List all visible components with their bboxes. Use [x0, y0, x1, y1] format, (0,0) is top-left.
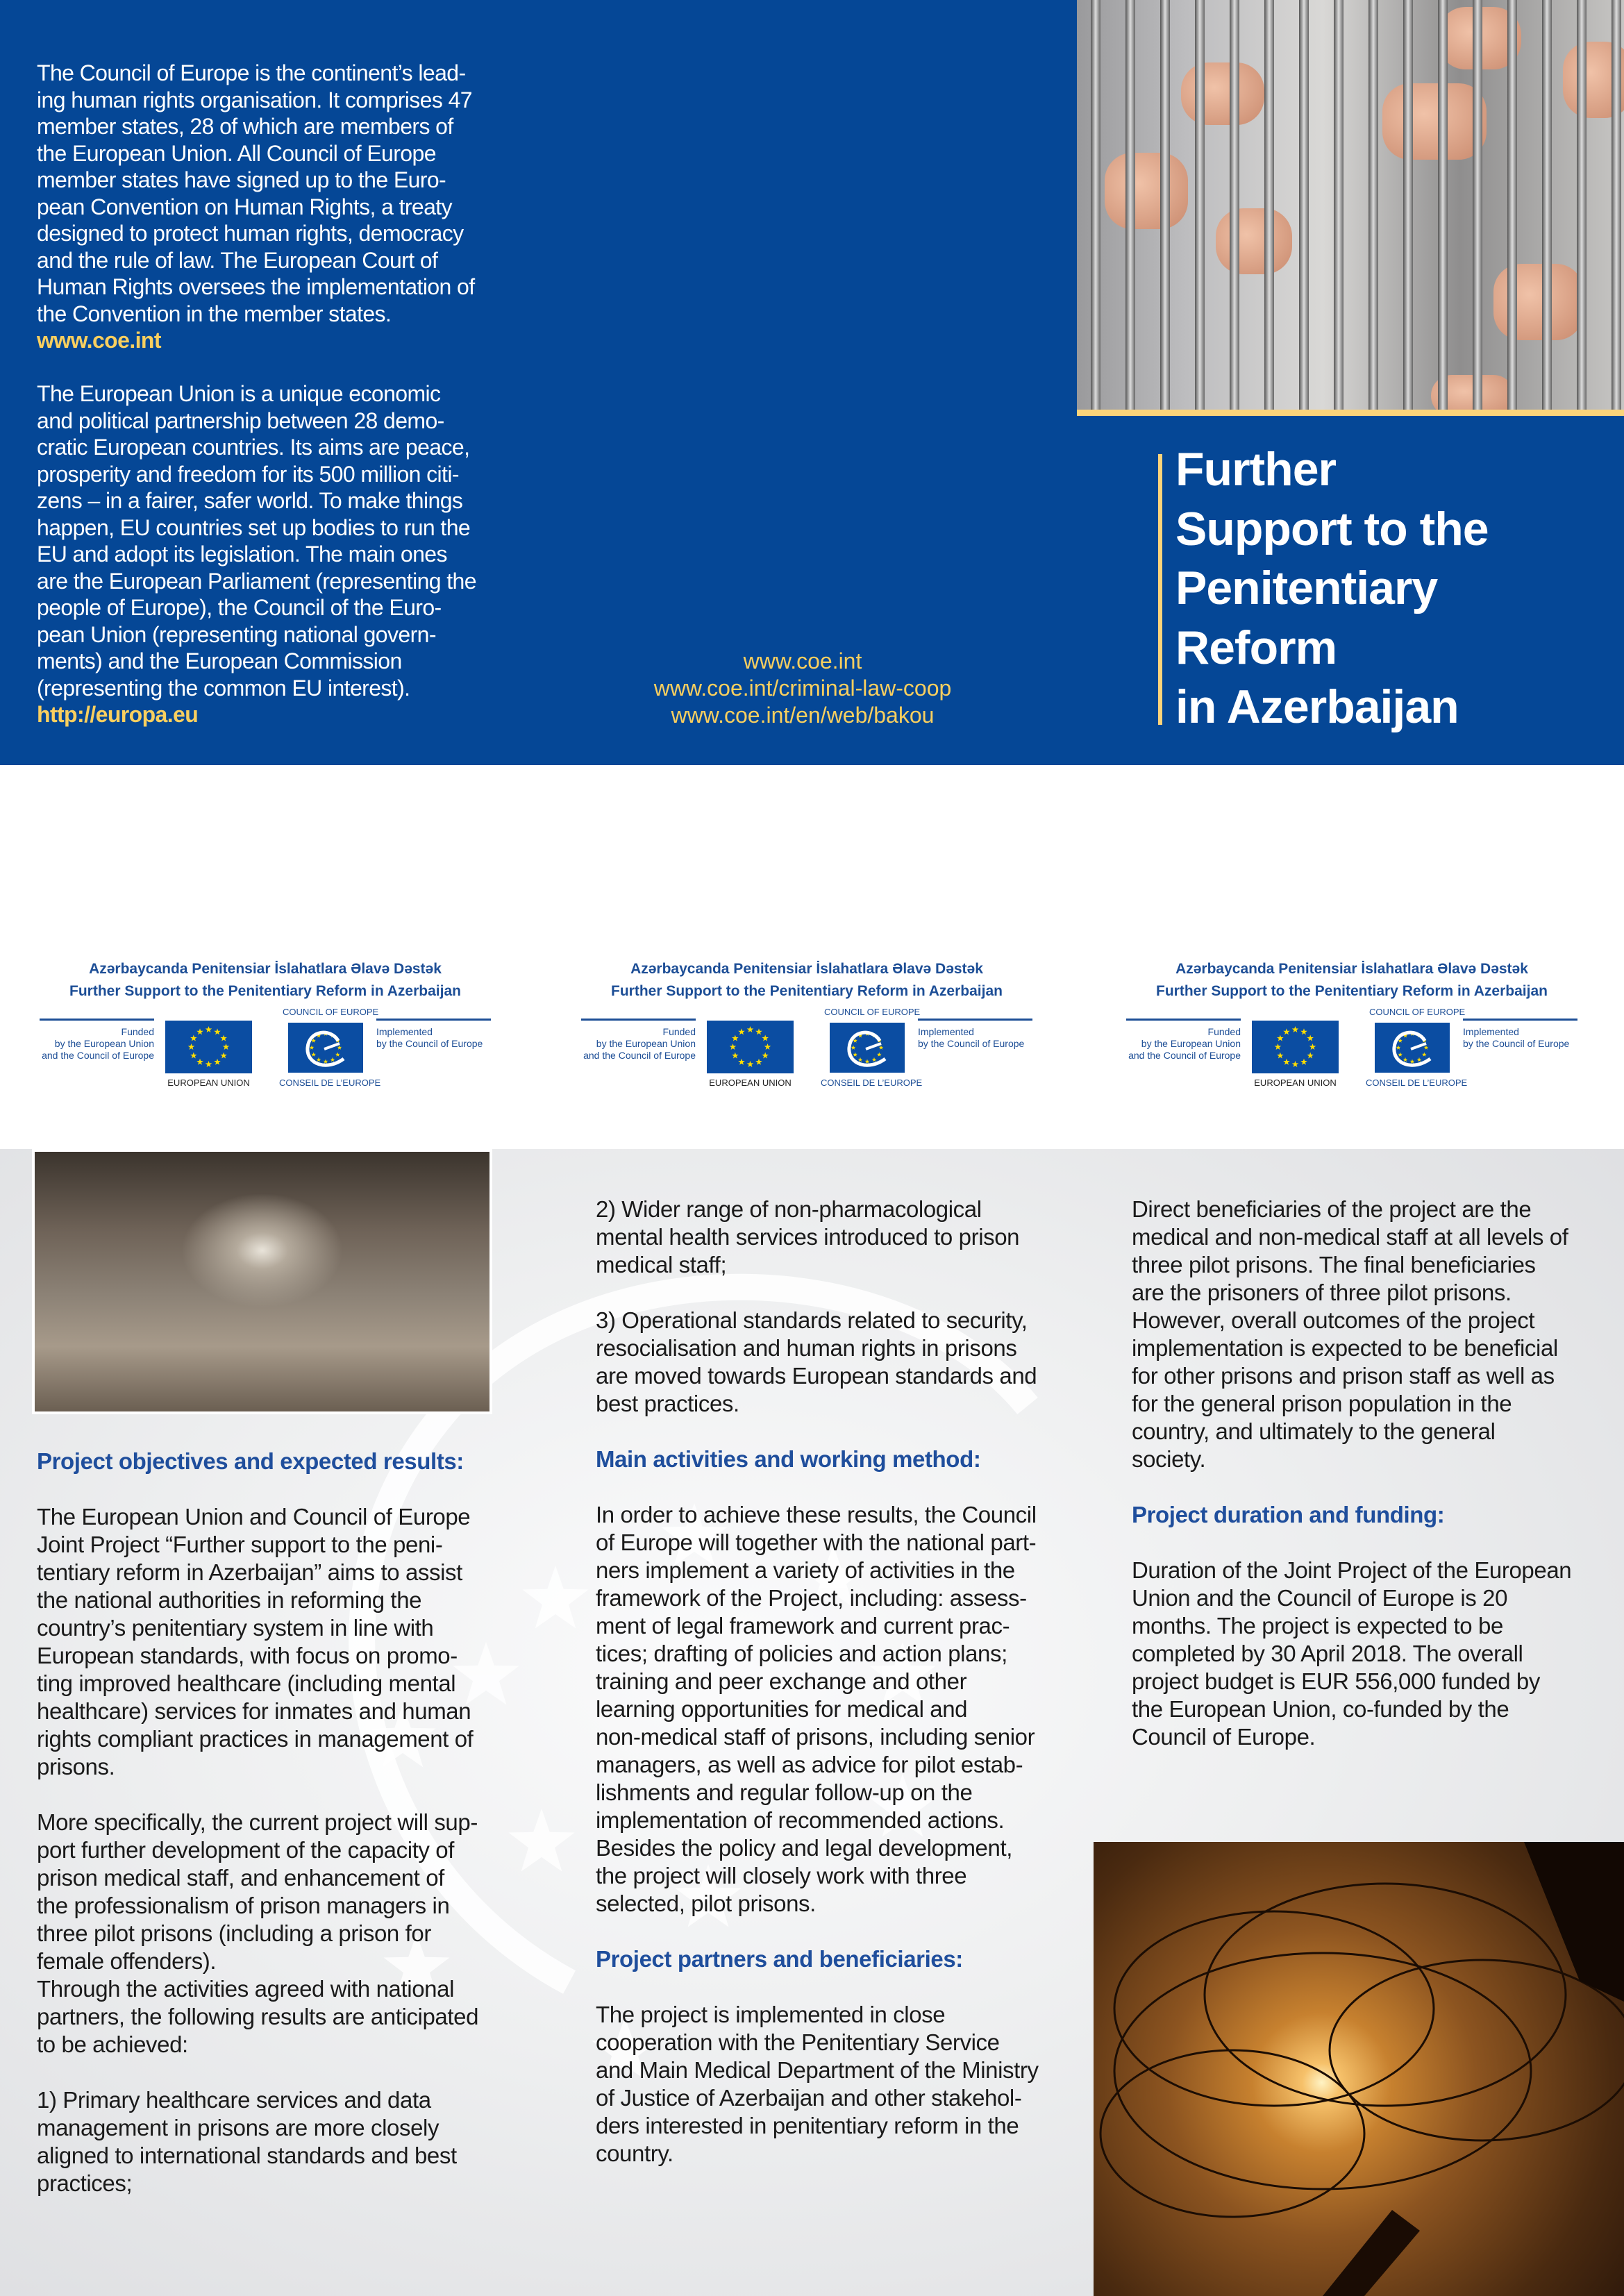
text-line: mental health services introduced to prison	[596, 1224, 1020, 1250]
prison-bar	[1091, 0, 1100, 410]
eu-flag-logo	[165, 1021, 252, 1073]
text-line: are the European Parliament (representing the	[37, 568, 476, 594]
spacer	[596, 1279, 1096, 1307]
text-line: ment of legal framework and current prac-	[596, 1613, 1010, 1639]
text-line: Union and the Council of Europe is 20	[1132, 1585, 1508, 1611]
text-line: cratic European countries. Its aims are peace,	[37, 435, 470, 460]
text-line: framework of the Project, including: assess-	[596, 1585, 1027, 1611]
prison-bar	[1507, 0, 1517, 410]
url-list	[611, 648, 994, 729]
text-line: resocialisation and human rights in prisons	[596, 1335, 1017, 1361]
text-line: training and peer exchange and other	[596, 1668, 967, 1694]
prison-bars-hands-photo	[1077, 0, 1624, 410]
cover-title	[1175, 440, 1489, 737]
text-line: of Europe will together with the national part-	[596, 1530, 1037, 1555]
star-icon	[877, 1053, 882, 1057]
section-heading: Project partners and beneficiaries:	[596, 1946, 963, 1972]
section-heading: Project duration and funding:	[1132, 1502, 1445, 1527]
text-line: Funded	[121, 1026, 154, 1037]
star-icon	[1417, 1057, 1422, 1062]
text-line: practices;	[37, 2170, 133, 2196]
star-icon	[310, 1046, 315, 1050]
text-line: ments) and the European Commission	[37, 648, 402, 673]
text-line: ners implement a variety of activities in the	[596, 1557, 1015, 1583]
text-line: implementation of recommended actions.	[596, 1807, 1005, 1833]
star-icon	[1398, 1053, 1403, 1057]
title-line: Further	[1175, 443, 1336, 496]
text-line: port further development of the capacity of	[37, 1837, 454, 1863]
star-icon	[1307, 1035, 1314, 1041]
star-icon	[214, 1028, 221, 1034]
text-line: for other prisons and prison staff as well as	[1132, 1363, 1555, 1389]
text-line: Funded	[1207, 1026, 1241, 1037]
text-line: The European Union and Council of Europe	[37, 1504, 471, 1530]
star-icon	[206, 1026, 212, 1032]
star-icon	[764, 1044, 771, 1050]
logo-strip	[40, 951, 491, 1097]
star-icon	[1396, 1046, 1401, 1050]
text-line: pean Union (representing national govern-	[37, 621, 436, 647]
text-line: Funded	[662, 1026, 696, 1037]
coe-label-french: CONSEIL DE L’EUROPE	[279, 1078, 381, 1088]
text-line: by the European Union	[54, 1038, 154, 1049]
funded-by-text	[42, 1026, 154, 1062]
text-line: Direct beneficiaries of the project are the	[1132, 1196, 1532, 1222]
text-line: non-medical staff of prisons, including senior	[596, 1724, 1035, 1750]
text-line: 2) Wider range of non-pharmacological	[596, 1196, 982, 1222]
text-line: zens – in a fairer, safer world. To make things	[37, 488, 463, 513]
spacer	[596, 1918, 1096, 1945]
text-line: the professionalism of prison managers in	[37, 1893, 450, 1918]
spacer	[37, 2059, 537, 2086]
divider	[40, 1019, 154, 1021]
text-line: to be achieved:	[37, 2031, 188, 2057]
text-line: three pilot prisons. The final beneficiaries	[1132, 1252, 1536, 1277]
star-icon	[879, 1046, 884, 1050]
prison-bar	[1299, 0, 1309, 410]
text-line: the European Union. All Council of Europe	[37, 140, 436, 166]
text-line: The Council of Europe is the continent’s lead-	[37, 60, 466, 85]
text-line: months. The project is expected to be	[1132, 1613, 1503, 1639]
spacer	[596, 1973, 1096, 2001]
logo-strip	[581, 951, 1032, 1097]
text-line: the European Union, co-funded by the	[1132, 1696, 1509, 1722]
star-icon	[853, 1053, 857, 1057]
text-line: aligned to international standards and best	[37, 2143, 457, 2168]
prison-bar	[1577, 0, 1587, 410]
prison-bar	[1334, 0, 1343, 410]
text-line: by the Council of Europe	[376, 1038, 483, 1049]
text-line: lishments and regular follow-up on the	[596, 1779, 973, 1805]
text-line: happen, EU countries set up bodies to run the	[37, 514, 471, 540]
text-line: cooperation with the Penitentiary Service	[596, 2029, 1000, 2055]
project-title-azerbaijani: Azərbaycanda Penitensiar İslahatlara Əlavə Dəstək	[89, 961, 442, 977]
star-icon	[1309, 1044, 1316, 1050]
text-line: Human Rights oversees the implementation of	[37, 274, 475, 299]
star-icon	[335, 1053, 340, 1057]
section-heading: Project objectives and expected results:	[37, 1448, 464, 1474]
spacer	[37, 354, 509, 381]
text-line: the project will closely work with three	[596, 1863, 967, 1888]
text-line: country.	[596, 2140, 673, 2166]
star-icon	[755, 1028, 762, 1034]
text-line: rights compliant practices in management of	[37, 1726, 474, 1752]
spacer	[37, 1781, 537, 1809]
text-line: medical and non-medical staff at all levels of	[1132, 1224, 1568, 1250]
spacer	[1132, 1529, 1624, 1557]
funded-by-text	[583, 1026, 696, 1062]
title-line: in Azerbaijan	[1175, 680, 1459, 733]
section-heading: Main activities and working method:	[596, 1446, 981, 1472]
text-line: Duration of the Joint Project of the European	[1132, 1557, 1572, 1583]
prison-bar	[1473, 0, 1482, 410]
text-line: management in prisons are more closely	[37, 2115, 440, 2140]
text-line: prison medical staff, and enhancement of	[37, 1865, 444, 1891]
star-icon	[1292, 1061, 1299, 1067]
text-line: EU and adopt its legislation. The main ones	[37, 542, 447, 567]
hand-shape	[1382, 83, 1487, 160]
url-link[interactable]: www.coe.int/criminal-law-coop	[653, 676, 952, 701]
text-line: by the Council of Europe	[918, 1038, 1025, 1049]
star-icon	[214, 1059, 221, 1065]
url-link[interactable]: www.coe.int/en/web/bakou	[671, 703, 935, 728]
text-line: European standards, with focus on promo-	[37, 1643, 458, 1668]
text-line: medical staff;	[596, 1252, 727, 1277]
url-link[interactable]: www.coe.int	[743, 648, 862, 673]
europa-website-link[interactable]: http://europa.eu	[37, 702, 199, 727]
star-icon	[1422, 1053, 1427, 1057]
text-line: and the Council of Europe	[42, 1050, 154, 1061]
title-line: Support to the	[1175, 502, 1489, 555]
coe-website-link[interactable]: www.coe.int	[37, 328, 161, 353]
star-icon	[220, 1035, 227, 1041]
column-3	[1132, 1196, 1624, 1751]
prison-bar	[1438, 0, 1448, 410]
text-line: completed by 30 April 2018. The overall	[1132, 1641, 1523, 1666]
star-icon	[223, 1044, 230, 1050]
divider	[918, 1019, 1032, 1021]
text-line: More specifically, the current project will sup-	[37, 1809, 478, 1835]
star-icon	[330, 1057, 335, 1062]
star-icon	[732, 1035, 739, 1041]
prison-bar	[1368, 0, 1378, 410]
text-line: designed to protect human rights, democracy	[37, 221, 464, 246]
star-icon	[738, 1028, 745, 1034]
text-line: and the rule of law. The European Court of	[37, 247, 438, 273]
star-icon	[762, 1053, 769, 1059]
text-line: by the European Union	[596, 1038, 696, 1049]
hand-shape	[1105, 153, 1188, 229]
star-icon	[730, 1044, 737, 1050]
column-1	[37, 1448, 537, 2197]
accent-divider	[1077, 410, 1624, 416]
project-title-azerbaijani: Azərbaycanda Penitensiar İslahatlara Əlavə Dəstək	[1175, 961, 1528, 977]
implemented-by-text	[918, 1026, 1024, 1050]
star-icon	[188, 1044, 195, 1050]
spacer	[1132, 1473, 1624, 1501]
intro-text	[37, 60, 509, 728]
text-line: ting improved healthcare (including mental	[37, 1670, 456, 1696]
divider	[1463, 1019, 1577, 1021]
text-line: are the prisoners of three pilot prisons.	[1132, 1280, 1512, 1305]
star-icon	[1277, 1053, 1284, 1059]
text-line: the national authorities in reforming the	[37, 1587, 422, 1613]
text-line: member states have signed up to the Euro-	[37, 167, 446, 192]
text-line: best practices.	[596, 1391, 739, 1416]
text-line: Implemented	[1463, 1026, 1519, 1037]
text-line: prosperity and freedom for its 500 million citi-	[37, 461, 459, 487]
barbed-wire-graphic	[1094, 1842, 1624, 2296]
text-line: country’s penitentiary system in line with	[37, 1615, 434, 1641]
star-icon	[1283, 1028, 1290, 1034]
text-line: implementation is expected to be beneficial	[1132, 1335, 1558, 1361]
text-line: 1) Primary healthcare services and data	[37, 2087, 431, 2113]
star-icon	[196, 1028, 203, 1034]
text-line: The European Union is a unique economic	[37, 381, 441, 406]
star-icon	[196, 1059, 203, 1065]
star-icon	[1277, 1035, 1284, 1041]
logo-strip	[1126, 951, 1577, 1097]
prison-bar	[1264, 0, 1274, 410]
text-line: member states, 28 of which are members of	[37, 114, 453, 139]
star-icon	[1307, 1053, 1314, 1059]
text-line: partners, the following results are anticipated	[37, 2004, 479, 2029]
text-line: of Justice of Azerbaijan and other stakehol-	[596, 2085, 1022, 2111]
text-line: by the Council of Europe	[1463, 1038, 1570, 1049]
text-line: by the European Union	[1141, 1038, 1241, 1049]
text-line: (representing the common EU interest).	[37, 675, 410, 701]
star-icon	[1283, 1059, 1290, 1065]
council-of-europe-logo	[288, 1023, 363, 1073]
title-accent-bar	[1158, 454, 1162, 725]
implemented-by-text	[1463, 1026, 1569, 1050]
star-icon	[858, 1057, 863, 1062]
text-line: tentiary reform in Azerbaijan” aims to assist	[37, 1559, 462, 1585]
spacer	[37, 1475, 537, 1503]
text-line: the Convention in the member states.	[37, 301, 392, 326]
star-icon	[865, 1059, 870, 1064]
coe-label: COUNCIL OF EUROPE	[1369, 1007, 1466, 1017]
star-icon	[732, 1053, 739, 1059]
hand-shape	[1216, 208, 1292, 274]
star-icon	[190, 1053, 197, 1059]
prison-bar	[1403, 0, 1413, 410]
implemented-by-text	[376, 1026, 483, 1050]
text-line: prisons.	[37, 1754, 115, 1779]
text-line: Council of Europe.	[1132, 1724, 1316, 1750]
text-line: and Main Medical Department of the Ministry	[596, 2057, 1039, 2083]
star-icon	[317, 1057, 321, 1062]
hand-shape	[1181, 62, 1264, 125]
barbed-wire-sunset-photo	[1094, 1842, 1624, 2296]
star-icon	[206, 1061, 212, 1067]
divider	[376, 1019, 491, 1021]
star-icon	[755, 1059, 762, 1065]
text-line: healthcare) services for inmates and human	[37, 1698, 471, 1724]
star-icon	[747, 1061, 754, 1067]
text-line: selected, pilot prisons.	[596, 1891, 816, 1916]
text-line: However, overall outcomes of the project	[1132, 1307, 1535, 1333]
text-line: society.	[1132, 1446, 1206, 1472]
star-icon	[337, 1046, 342, 1050]
spacer	[596, 1473, 1096, 1501]
text-line: pean Convention on Human Rights, a treaty	[37, 194, 452, 219]
prison-bar	[1195, 0, 1205, 410]
text-line: and political partnership between 28 demo-	[37, 408, 444, 433]
prison-bar	[1230, 0, 1239, 410]
text-line: project budget is EUR 556,000 funded by	[1132, 1668, 1540, 1694]
star-icon	[190, 1035, 197, 1041]
coe-label-french: CONSEIL DE L’EUROPE	[821, 1078, 923, 1088]
funded-by-text	[1128, 1026, 1241, 1062]
text-line: tices; drafting of policies and action plans;	[596, 1641, 1007, 1666]
text-line: learning opportunities for medical and	[596, 1696, 968, 1722]
council-of-europe-logo	[830, 1023, 905, 1073]
spacer	[596, 1418, 1096, 1446]
eu-label: EUROPEAN UNION	[167, 1078, 250, 1088]
star-icon	[1292, 1026, 1299, 1032]
text-line: three pilot prisons (including a prison for	[37, 1920, 431, 1946]
column-2	[596, 1196, 1096, 2168]
project-title-english: Further Support to the Penitentiary Reform in Azerbaijan	[69, 983, 461, 999]
star-icon	[311, 1053, 316, 1057]
eu-label: EUROPEAN UNION	[1254, 1078, 1337, 1088]
text-line: managers, as well as advice for pilot estab-	[596, 1752, 1023, 1777]
star-icon	[1403, 1057, 1408, 1062]
eu-flag-logo	[1252, 1021, 1339, 1073]
eu-label: EUROPEAN UNION	[709, 1078, 792, 1088]
text-line: are moved towards European standards and	[596, 1363, 1037, 1389]
text-line: Implemented	[376, 1026, 433, 1037]
divider	[581, 1019, 696, 1021]
prison-bar	[1542, 0, 1552, 410]
text-line: people of Europe), the Council of the Euro-	[37, 595, 442, 620]
prison-bar	[1612, 0, 1621, 410]
text-line: ders interested in penitentiary reform in the	[596, 2113, 1019, 2138]
project-title-english: Further Support to the Penitentiary Reform in Azerbaijan	[611, 983, 1003, 999]
star-icon	[1424, 1046, 1429, 1050]
text-line: and the Council of Europe	[1128, 1050, 1241, 1061]
coe-label: COUNCIL OF EUROPE	[283, 1007, 379, 1017]
text-line: ing human rights organisation. It comprises 47	[37, 87, 472, 112]
eu-flag-logo	[707, 1021, 794, 1073]
text-line: for the general prison population in the	[1132, 1391, 1512, 1416]
divider	[1126, 1019, 1241, 1021]
star-icon	[851, 1046, 856, 1050]
text-line: and the Council of Europe	[583, 1050, 696, 1061]
text-line: female offenders).	[37, 1948, 217, 1974]
star-icon	[1275, 1044, 1282, 1050]
text-line: Joint Project “Further support to the peni-	[37, 1532, 443, 1557]
text-line: country, and ultimately to the general	[1132, 1418, 1496, 1444]
star-icon	[220, 1053, 227, 1059]
text-line: 3) Operational standards related to security,	[596, 1307, 1028, 1333]
project-title-english: Further Support to the Penitentiary Reform in Azerbaijan	[1156, 983, 1548, 999]
star-icon	[1300, 1059, 1307, 1065]
star-icon	[872, 1057, 877, 1062]
star-icon	[324, 1059, 328, 1064]
coe-label: COUNCIL OF EUROPE	[824, 1007, 921, 1017]
prison-bar	[1160, 0, 1170, 410]
prison-corridor-photo	[32, 1149, 492, 1414]
text-line: The project is implemented in close	[596, 2002, 946, 2027]
text-line: Through the activities agreed with national	[37, 1976, 455, 2002]
council-of-europe-logo	[1375, 1023, 1450, 1073]
coe-label-french: CONSEIL DE L’EUROPE	[1366, 1078, 1468, 1088]
text-line: Besides the policy and legal development,	[596, 1835, 1012, 1861]
star-icon	[1300, 1028, 1307, 1034]
project-title-azerbaijani: Azərbaycanda Penitensiar İslahatlara Əlavə Dəstək	[630, 961, 983, 977]
star-icon	[762, 1035, 769, 1041]
prison-bar	[1125, 0, 1135, 410]
star-icon	[747, 1026, 754, 1032]
star-icon	[1410, 1059, 1415, 1064]
text-line: In order to achieve these results, the Council	[596, 1502, 1037, 1527]
text-line: Implemented	[918, 1026, 974, 1037]
title-line: Penitentiary	[1175, 562, 1438, 614]
star-icon	[738, 1059, 745, 1065]
title-line: Reform	[1175, 621, 1337, 674]
